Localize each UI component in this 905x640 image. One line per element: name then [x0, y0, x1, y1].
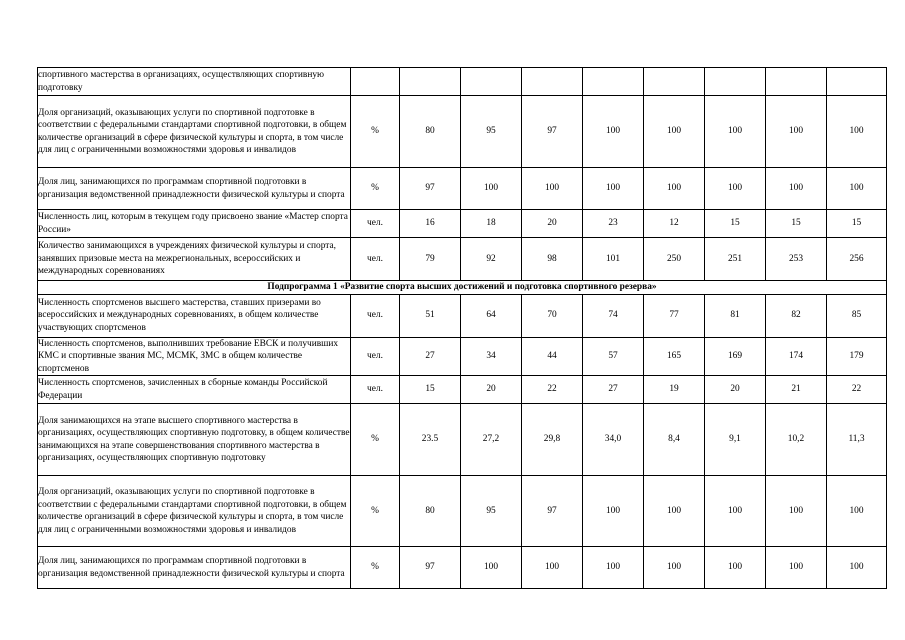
value-cell: 34 — [461, 337, 522, 376]
value-cell: 64 — [461, 294, 522, 337]
value-cell: 100 — [461, 547, 522, 589]
unit-cell: чел. — [351, 238, 400, 281]
value-cell: 100 — [644, 547, 705, 589]
value-cell: 79 — [400, 238, 461, 281]
value-cell: 34,0 — [583, 404, 644, 476]
value-cell: 251 — [705, 238, 766, 281]
unit-cell: % — [351, 476, 400, 547]
value-cell: 101 — [583, 238, 644, 281]
value-cell: 100 — [827, 168, 887, 210]
indicator-cell: Численность спортсменов, зачисленных в сборные команды Российской Федерации — [38, 376, 351, 404]
value-cell: 100 — [766, 547, 827, 589]
indicator-cell: спортивного мастерства в организациях, осуществляющих спортивную подготовку — [38, 68, 351, 96]
value-cell: 22 — [522, 376, 583, 404]
value-cell: 85 — [827, 294, 887, 337]
value-cell: 100 — [766, 96, 827, 168]
value-cell: 100 — [522, 168, 583, 210]
indicator-cell: Численность спортсменов, выполнивших требование ЕВСК и получивших КМС и спортивные звания МС, МСМК, ЗМС в общем количестве спортсменов — [38, 337, 351, 376]
value-cell: 10,2 — [766, 404, 827, 476]
value-cell: 81 — [705, 294, 766, 337]
subprogram-title: Подпрограмма 1 «Развитие спорта высших достижений и подготовка спортивного резерва» — [38, 281, 887, 295]
value-cell: 20 — [461, 376, 522, 404]
table-row — [38, 547, 887, 589]
table-row — [38, 68, 887, 96]
value-cell: 100 — [522, 547, 583, 589]
table-row — [38, 96, 887, 168]
indicator-cell: Доля лиц, занимающихся по программам спортивной подготовки в организация ведомственной принадлежности физической культуры и спорта — [38, 547, 351, 589]
unit-cell: % — [351, 96, 400, 168]
value-cell: 44 — [522, 337, 583, 376]
value-cell: 100 — [583, 168, 644, 210]
subprogram-row — [38, 281, 887, 295]
value-cell: 100 — [461, 168, 522, 210]
value-cell: 22 — [827, 376, 887, 404]
value-cell: 27 — [583, 376, 644, 404]
value-cell: 74 — [583, 294, 644, 337]
value-cell: 169 — [705, 337, 766, 376]
value-cell: 98 — [522, 238, 583, 281]
value-cell: 23 — [583, 210, 644, 238]
value-cell: 29,8 — [522, 404, 583, 476]
value-cell: 165 — [644, 337, 705, 376]
indicator-cell: Доля занимающихся на этапе высшего спортивного мастерства в организациях, осуществляющих спортивную подготовку, в общем количестве занимающихся на этапе совершенствования спортивного мастерства в организациях, осуществляющих спортивную подготовку — [38, 404, 351, 476]
value-cell: 250 — [644, 238, 705, 281]
value-cell: 100 — [766, 476, 827, 547]
value-cell: 100 — [827, 476, 887, 547]
value-cell: 15 — [827, 210, 887, 238]
value-cell: 20 — [705, 376, 766, 404]
value-cell: 15 — [400, 376, 461, 404]
value-cell: 100 — [644, 168, 705, 210]
unit-cell: чел. — [351, 294, 400, 337]
indicator-cell: Доля организаций, оказывающих услуги по спортивной подготовке в соответствии с федеральными стандартами спортивной подготовки, в общем количестве организаций в сфере физической культуры и спорта, в том числе для лиц с ограниченными возможностями здоровья и инвалидов — [38, 476, 351, 547]
value-cell — [461, 68, 522, 96]
value-cell: 21 — [766, 376, 827, 404]
indicator-cell: Доля организаций, оказывающих услуги по спортивной подготовке в соответствии с федеральными стандартами спортивной подготовки, в общем количестве организаций в сфере физической культуры и спорта, в том числе для лиц с ограниченными возможностями здоровья и инвалидов — [38, 96, 351, 168]
value-cell: 27 — [400, 337, 461, 376]
value-cell: 253 — [766, 238, 827, 281]
value-cell — [522, 68, 583, 96]
value-cell — [583, 68, 644, 96]
value-cell: 70 — [522, 294, 583, 337]
table-row — [38, 376, 887, 404]
indicator-cell: Доля лиц, занимающихся по программам спортивной подготовки в организация ведомственной принадлежности физической культуры и спорта — [38, 168, 351, 210]
value-cell: 95 — [461, 96, 522, 168]
value-cell: 92 — [461, 238, 522, 281]
value-cell: 100 — [766, 168, 827, 210]
unit-cell: % — [351, 404, 400, 476]
unit-cell: чел. — [351, 376, 400, 404]
value-cell: 80 — [400, 96, 461, 168]
value-cell: 100 — [705, 96, 766, 168]
value-cell — [705, 68, 766, 96]
value-cell: 100 — [583, 96, 644, 168]
value-cell: 16 — [400, 210, 461, 238]
unit-cell: % — [351, 547, 400, 589]
table-row — [38, 476, 887, 547]
value-cell: 27,2 — [461, 404, 522, 476]
indicator-cell: Численность лиц, которым в текущем году присвоено звание «Мастер спорта России» — [38, 210, 351, 238]
value-cell: 57 — [583, 337, 644, 376]
table-row — [38, 238, 887, 281]
value-cell: 97 — [400, 168, 461, 210]
table-row — [38, 168, 887, 210]
value-cell — [766, 68, 827, 96]
unit-cell — [351, 68, 400, 96]
value-cell — [644, 68, 705, 96]
value-cell: 82 — [766, 294, 827, 337]
value-cell — [400, 68, 461, 96]
indicator-cell: Количество занимающихся в учреждениях физической культуры и спорта, занявших призовые места на межрегиональных, всероссийских и международных соревнованиях — [38, 238, 351, 281]
value-cell: 100 — [644, 476, 705, 547]
value-cell: 100 — [583, 476, 644, 547]
value-cell: 8,4 — [644, 404, 705, 476]
value-cell: 97 — [522, 476, 583, 547]
value-cell: 80 — [400, 476, 461, 547]
value-cell: 23.5 — [400, 404, 461, 476]
unit-cell: % — [351, 168, 400, 210]
unit-cell: чел. — [351, 210, 400, 238]
table-row — [38, 210, 887, 238]
indicators-table — [37, 67, 887, 589]
value-cell: 97 — [400, 547, 461, 589]
value-cell: 15 — [766, 210, 827, 238]
value-cell: 20 — [522, 210, 583, 238]
value-cell: 100 — [827, 96, 887, 168]
value-cell: 19 — [644, 376, 705, 404]
value-cell: 12 — [644, 210, 705, 238]
indicator-cell: Численность спортсменов высшего мастерства, ставших призерами во всероссийских и международных соревнованиях, в общем количестве участвующих спортсменов — [38, 294, 351, 337]
table-row — [38, 337, 887, 376]
value-cell: 51 — [400, 294, 461, 337]
value-cell: 77 — [644, 294, 705, 337]
value-cell: 95 — [461, 476, 522, 547]
unit-cell: чел. — [351, 337, 400, 376]
value-cell: 15 — [705, 210, 766, 238]
value-cell: 100 — [705, 476, 766, 547]
table-row — [38, 294, 887, 337]
value-cell: 18 — [461, 210, 522, 238]
value-cell: 9,1 — [705, 404, 766, 476]
value-cell: 100 — [644, 96, 705, 168]
value-cell — [827, 68, 887, 96]
value-cell: 11,3 — [827, 404, 887, 476]
value-cell: 100 — [705, 168, 766, 210]
value-cell: 100 — [705, 547, 766, 589]
value-cell: 97 — [522, 96, 583, 168]
value-cell: 179 — [827, 337, 887, 376]
table-row — [38, 404, 887, 476]
value-cell: 100 — [827, 547, 887, 589]
value-cell: 100 — [583, 547, 644, 589]
value-cell: 174 — [766, 337, 827, 376]
value-cell: 256 — [827, 238, 887, 281]
